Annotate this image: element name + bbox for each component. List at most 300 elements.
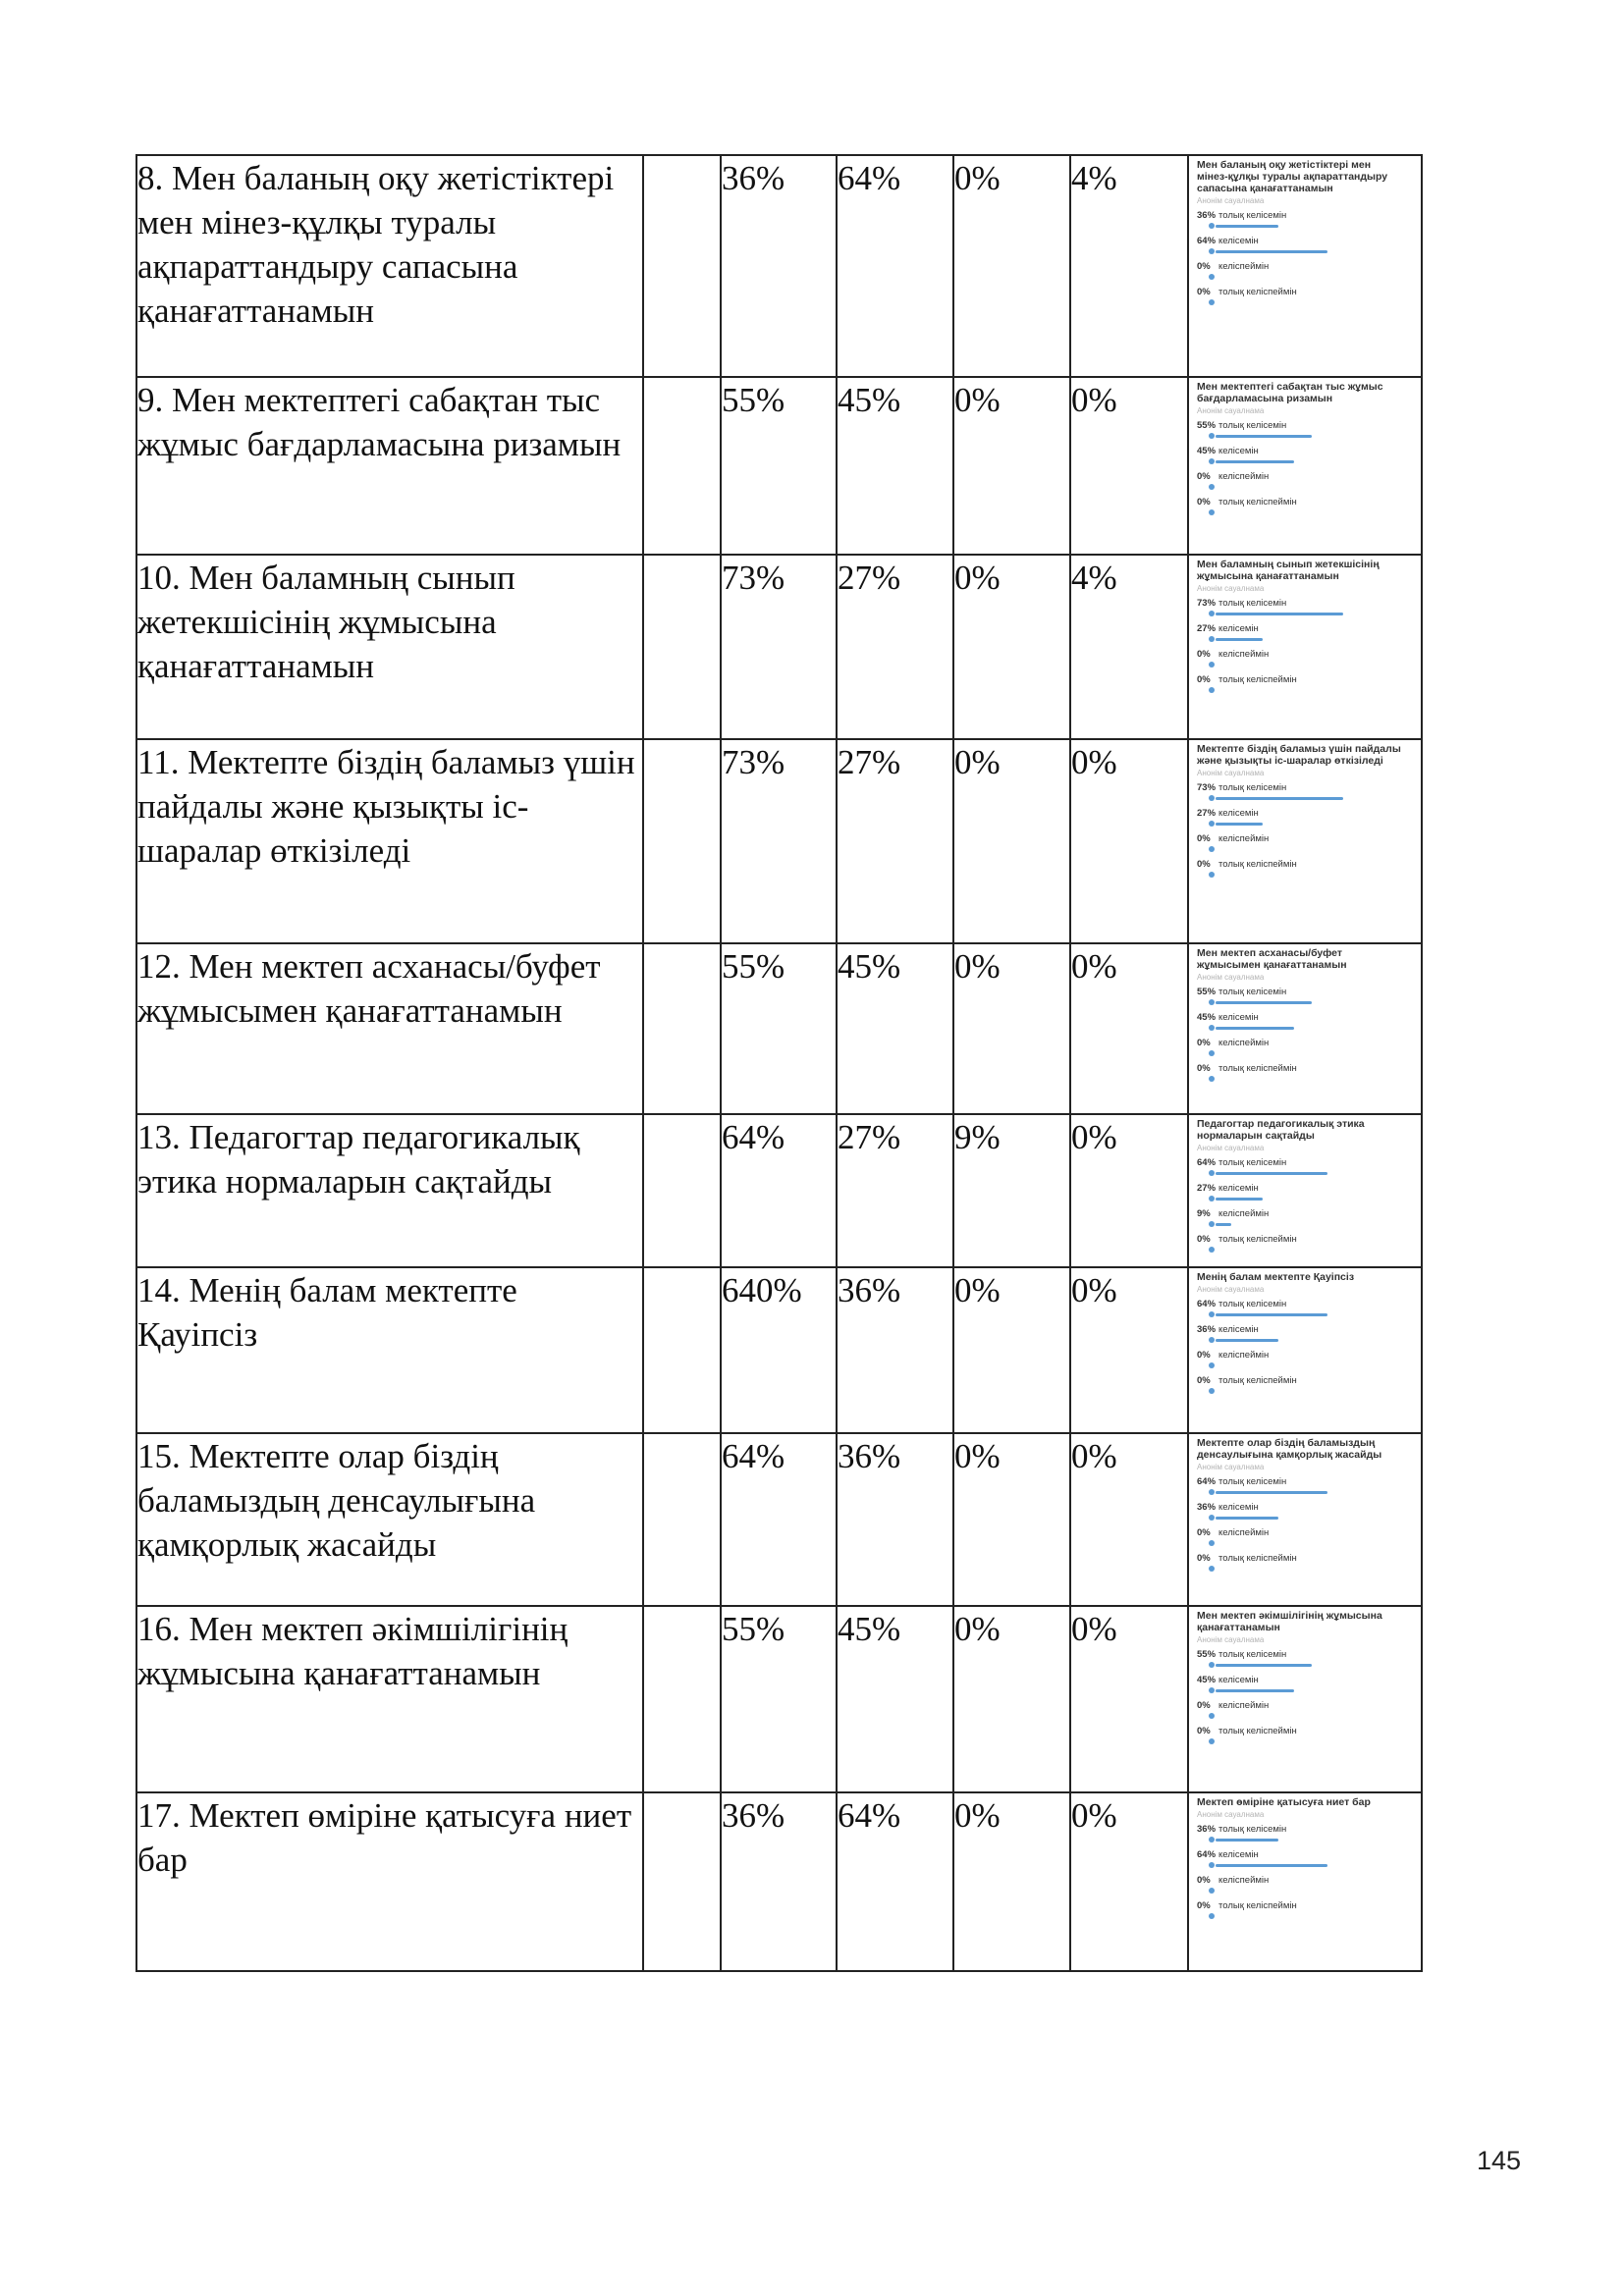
question-cell: 12. Мен мектеп асханасы/буфет жұмысымен қанағаттанамын (136, 943, 643, 1114)
survey-option-bar (1209, 794, 1403, 802)
survey-option-fill (1216, 1864, 1327, 1867)
survey-question-title: Мен баланың оқу жетістіктері мен мінез-құлқы туралы ақпараттандыру сапасына қанағаттанамын (1197, 159, 1388, 194)
empty-cell (643, 1433, 721, 1606)
survey-option-line (1197, 987, 1403, 998)
survey-screenshot-cell (1188, 377, 1422, 555)
survey-option-bar (1209, 1661, 1403, 1669)
check-dot-icon (1209, 484, 1215, 490)
survey-option (1197, 210, 1403, 230)
survey-option-label: толық келіспеймін (1218, 497, 1297, 507)
survey-option-line (1197, 1208, 1403, 1220)
percent-fully-disagree: 0% (1070, 1114, 1188, 1267)
survey-option-percent: 0% (1197, 287, 1211, 297)
survey-option-label: толық келіспеймін (1218, 1726, 1297, 1736)
survey-option (1197, 1675, 1403, 1694)
survey-option-bar (1209, 998, 1403, 1006)
percent-disagree: 0% (953, 1267, 1070, 1433)
survey-option-bar (1209, 1912, 1403, 1920)
percent-fully-agree: 64% (721, 1433, 837, 1606)
survey-option-bar (1209, 273, 1403, 281)
percent-disagree: 0% (953, 1606, 1070, 1792)
survey-option (1197, 1012, 1403, 1032)
survey-option-line (1197, 1527, 1403, 1539)
survey-option-bar (1209, 1836, 1403, 1843)
survey-option-bar (1209, 661, 1403, 668)
check-dot-icon (1209, 1247, 1215, 1253)
survey-option-fill (1216, 1223, 1231, 1226)
survey-option-line (1197, 1875, 1403, 1887)
survey-option (1197, 1726, 1403, 1745)
survey-option-fill (1216, 225, 1278, 228)
empty-cell (643, 1114, 721, 1267)
survey-option-line (1197, 674, 1403, 686)
survey-option (1197, 1063, 1403, 1083)
percent-fully-agree: 640% (721, 1267, 837, 1433)
survey-option (1197, 1208, 1403, 1228)
survey-screenshot (1189, 1437, 1403, 1573)
percent-agree: 45% (837, 943, 953, 1114)
survey-option-fill (1216, 1172, 1327, 1175)
survey-option-label: келіспеймін (1218, 1700, 1270, 1711)
survey-option-line (1197, 1183, 1403, 1195)
table-row (136, 943, 1422, 1114)
check-dot-icon (1209, 1662, 1215, 1668)
survey-option-bar (1209, 686, 1403, 694)
survey-option-line (1197, 287, 1403, 298)
percent-agree: 27% (837, 555, 953, 739)
survey-option-percent: 0% (1197, 1375, 1211, 1386)
survey-option-line (1197, 623, 1403, 635)
check-dot-icon (1209, 795, 1215, 801)
survey-option-percent: 27% (1197, 623, 1217, 634)
percent-agree: 64% (837, 155, 953, 377)
check-dot-icon (1209, 821, 1215, 827)
survey-option-label: толық келісемін (1218, 782, 1287, 793)
survey-option (1197, 1375, 1403, 1395)
check-dot-icon (1209, 999, 1215, 1005)
survey-option-fill (1216, 1517, 1278, 1520)
survey-option-line (1197, 649, 1403, 661)
survey-option-label: толық келісемін (1218, 598, 1287, 609)
survey-option-line (1197, 1234, 1403, 1246)
survey-option-line (1197, 1849, 1403, 1861)
survey-option-bar (1209, 635, 1403, 643)
check-dot-icon (1209, 1076, 1215, 1082)
survey-option-label: келісемін (1218, 808, 1259, 819)
survey-option-percent: 64% (1197, 1299, 1217, 1309)
survey-option-label: келіспеймін (1218, 649, 1270, 660)
survey-option-label: келісемін (1218, 446, 1259, 456)
survey-option-percent: 0% (1197, 833, 1211, 844)
survey-option-percent: 73% (1197, 598, 1217, 609)
percent-fully-disagree: 0% (1070, 1433, 1188, 1606)
percent-fully-agree: 73% (721, 555, 837, 739)
percent-agree: 27% (837, 1114, 953, 1267)
question-cell: 14. Менің балам мектепте Қауіпсіз (136, 1267, 643, 1433)
percent-fully-disagree: 0% (1070, 943, 1188, 1114)
percent-disagree: 0% (953, 1792, 1070, 1971)
percent-disagree: 0% (953, 943, 1070, 1114)
percent-disagree: 9% (953, 1114, 1070, 1267)
survey-table (135, 154, 1423, 1972)
survey-screenshot-cell (1188, 943, 1422, 1114)
survey-option-percent: 0% (1197, 497, 1211, 507)
survey-option (1197, 674, 1403, 694)
survey-option-bar (1209, 1387, 1403, 1395)
survey-option-line (1197, 497, 1403, 508)
survey-option-label: келіспеймін (1218, 1038, 1270, 1048)
survey-option-bar (1209, 1246, 1403, 1254)
survey-option-bar (1209, 1336, 1403, 1344)
survey-option-line (1197, 210, 1403, 222)
check-dot-icon (1209, 1221, 1215, 1227)
survey-option-bar (1209, 845, 1403, 853)
check-dot-icon (1209, 458, 1215, 464)
survey-option-bar (1209, 457, 1403, 465)
survey-option-line (1197, 1038, 1403, 1049)
survey-option (1197, 833, 1403, 853)
check-dot-icon (1209, 1515, 1215, 1521)
percent-disagree: 0% (953, 377, 1070, 555)
survey-option-percent: 55% (1197, 420, 1217, 431)
survey-subtitle: Анонім сауалнама (1197, 1285, 1265, 1294)
survey-option-percent: 0% (1197, 674, 1211, 685)
survey-option-bar (1209, 1565, 1403, 1573)
survey-option-fill (1216, 1839, 1278, 1842)
survey-option-label: толық келіспеймін (1218, 287, 1297, 297)
page-number: 145 (1477, 2146, 1522, 2175)
survey-option-label: келісемін (1218, 1324, 1259, 1335)
survey-option (1197, 1700, 1403, 1720)
survey-option-fill (1216, 1339, 1278, 1342)
survey-option-fill (1216, 613, 1343, 615)
survey-option-bar (1209, 247, 1403, 255)
check-dot-icon (1209, 274, 1215, 280)
table-row (136, 739, 1422, 943)
survey-option-percent: 0% (1197, 1063, 1211, 1074)
survey-screenshot-cell (1188, 1267, 1422, 1433)
survey-screenshot-cell (1188, 155, 1422, 377)
survey-option-label: келісемін (1218, 1675, 1259, 1685)
survey-screenshot-cell (1188, 739, 1422, 943)
survey-option-fill (1216, 797, 1343, 800)
survey-option-bar (1209, 1310, 1403, 1318)
survey-option (1197, 1875, 1403, 1895)
survey-option-label: толық келісемін (1218, 1824, 1287, 1835)
survey-option-label: келісемін (1218, 236, 1259, 246)
survey-option-percent: 36% (1197, 1824, 1217, 1835)
check-dot-icon (1209, 1311, 1215, 1317)
check-dot-icon (1209, 1837, 1215, 1842)
survey-screenshot (1189, 1610, 1403, 1745)
survey-option (1197, 1234, 1403, 1254)
survey-option (1197, 1849, 1403, 1869)
survey-screenshot-cell (1188, 1433, 1422, 1606)
percent-fully-agree: 55% (721, 377, 837, 555)
check-dot-icon (1209, 1489, 1215, 1495)
check-dot-icon (1209, 1388, 1215, 1394)
survey-option-line (1197, 1553, 1403, 1565)
percent-fully-agree: 55% (721, 943, 837, 1114)
survey-option-percent: 9% (1197, 1208, 1211, 1219)
survey-option-bar (1209, 820, 1403, 828)
survey-option-bar (1209, 1887, 1403, 1895)
check-dot-icon (1209, 846, 1215, 852)
survey-option-label: келіспеймін (1218, 1527, 1270, 1538)
survey-option (1197, 808, 1403, 828)
survey-option-label: толық келіспеймін (1218, 1234, 1297, 1245)
survey-option (1197, 1183, 1403, 1202)
percent-fully-agree: 55% (721, 1606, 837, 1792)
survey-option (1197, 1824, 1403, 1843)
survey-option (1197, 782, 1403, 802)
survey-question-title: Мен баламның сынып жетекшісінің жұмысына қанағаттанамын (1197, 559, 1380, 582)
survey-option-line (1197, 1700, 1403, 1712)
empty-cell (643, 943, 721, 1114)
survey-option-label: келіспеймін (1218, 1875, 1270, 1886)
survey-option-label: толық келіспеймін (1218, 1900, 1297, 1911)
survey-option-label: келісемін (1218, 1183, 1259, 1194)
percent-fully-disagree: 0% (1070, 1606, 1188, 1792)
question-cell: 8. Мен баланың оқу жетістіктері мен мінез-құлқы туралы ақпараттандыру сапасына қанағаттанамын (136, 155, 643, 377)
survey-option-bar (1209, 871, 1403, 879)
survey-option-label: келісемін (1218, 1849, 1259, 1860)
survey-option-label: толық келісемін (1218, 987, 1287, 997)
survey-option-percent: 64% (1197, 1849, 1217, 1860)
percent-fully-disagree: 0% (1070, 377, 1188, 555)
survey-option-percent: 27% (1197, 808, 1217, 819)
survey-option (1197, 1553, 1403, 1573)
survey-subtitle: Анонім сауалнама (1197, 1463, 1265, 1471)
percent-fully-agree: 73% (721, 739, 837, 943)
survey-subtitle: Анонім сауалнама (1197, 1810, 1265, 1819)
survey-option-bar (1209, 1539, 1403, 1547)
survey-question-title: Менің балам мектепте Қауіпсіз (1197, 1271, 1355, 1283)
table-row (136, 1267, 1422, 1433)
check-dot-icon (1209, 1888, 1215, 1894)
percent-fully-disagree: 0% (1070, 1267, 1188, 1433)
survey-option-line (1197, 471, 1403, 483)
survey-screenshot (1189, 1271, 1403, 1395)
check-dot-icon (1209, 509, 1215, 515)
survey-option-bar (1209, 483, 1403, 491)
survey-option-bar (1209, 1737, 1403, 1745)
survey-option-line (1197, 446, 1403, 457)
survey-subtitle: Анонім сауалнама (1197, 769, 1265, 777)
survey-option-percent: 0% (1197, 261, 1211, 272)
survey-option-percent: 0% (1197, 1038, 1211, 1048)
survey-option-fill (1216, 250, 1327, 253)
survey-option-percent: 0% (1197, 1234, 1211, 1245)
survey-option-line (1197, 1350, 1403, 1362)
table-row (136, 155, 1422, 377)
survey-option-percent: 0% (1197, 1700, 1211, 1711)
survey-option-bar (1209, 222, 1403, 230)
percent-fully-agree: 36% (721, 1792, 837, 1971)
survey-option-label: толық келіспеймін (1218, 674, 1297, 685)
check-dot-icon (1209, 1170, 1215, 1176)
check-dot-icon (1209, 433, 1215, 439)
survey-option-line (1197, 1476, 1403, 1488)
survey-option-line (1197, 1063, 1403, 1075)
survey-option-bar (1209, 1220, 1403, 1228)
survey-option-bar (1209, 1488, 1403, 1496)
survey-option-label: толық келісемін (1218, 1649, 1287, 1660)
percent-agree: 36% (837, 1267, 953, 1433)
survey-option-label: толық келіспеймін (1218, 859, 1297, 870)
survey-option (1197, 497, 1403, 516)
survey-option-percent: 0% (1197, 859, 1211, 870)
survey-option-percent: 45% (1197, 1675, 1217, 1685)
survey-option-line (1197, 1649, 1403, 1661)
survey-option-label: толық келісемін (1218, 1476, 1287, 1487)
survey-screenshot (1189, 1796, 1403, 1920)
table-row (136, 1792, 1422, 1971)
survey-option (1197, 261, 1403, 281)
survey-option-fill (1216, 435, 1312, 438)
survey-option-fill (1216, 1027, 1294, 1030)
empty-cell (643, 739, 721, 943)
table-row (136, 377, 1422, 555)
check-dot-icon (1209, 1050, 1215, 1056)
survey-option-bar (1209, 610, 1403, 617)
check-dot-icon (1209, 1913, 1215, 1919)
check-dot-icon (1209, 687, 1215, 693)
check-dot-icon (1209, 248, 1215, 254)
survey-option (1197, 1038, 1403, 1057)
survey-option (1197, 1324, 1403, 1344)
survey-option-line (1197, 1375, 1403, 1387)
survey-option-line (1197, 1324, 1403, 1336)
survey-option-percent: 0% (1197, 1875, 1211, 1886)
survey-option-percent: 73% (1197, 782, 1217, 793)
question-cell: 10. Мен баламның сынып жетекшісінің жұмысына қанағаттанамын (136, 555, 643, 739)
survey-option (1197, 471, 1403, 491)
survey-option-percent: 0% (1197, 1900, 1211, 1911)
survey-option-bar (1209, 1712, 1403, 1720)
survey-screenshot-cell (1188, 1606, 1422, 1792)
survey-option (1197, 420, 1403, 440)
survey-option-line (1197, 1675, 1403, 1686)
survey-option-label: толық келіспеймін (1218, 1063, 1297, 1074)
percent-agree: 27% (837, 739, 953, 943)
check-dot-icon (1209, 1738, 1215, 1744)
survey-option (1197, 623, 1403, 643)
survey-option-fill (1216, 1689, 1294, 1692)
survey-option-bar (1209, 1075, 1403, 1083)
survey-option-fill (1216, 1198, 1263, 1201)
check-dot-icon (1209, 1337, 1215, 1343)
survey-option-label: келіспеймін (1218, 833, 1270, 844)
survey-screenshot (1189, 159, 1403, 306)
survey-option-label: толық келісемін (1218, 210, 1287, 221)
question-cell: 13. Педагогтар педагогикалық этика нормаларын сақтайды (136, 1114, 643, 1267)
survey-option-fill (1216, 460, 1294, 463)
survey-option-line (1197, 598, 1403, 610)
survey-option (1197, 1299, 1403, 1318)
survey-question-title: Мектепте олар біздің баламыздың денсаулығына қамқорлық жасайды (1197, 1437, 1382, 1461)
check-dot-icon (1209, 872, 1215, 878)
check-dot-icon (1209, 1025, 1215, 1031)
check-dot-icon (1209, 662, 1215, 667)
survey-option-fill (1216, 823, 1263, 826)
survey-option (1197, 1649, 1403, 1669)
survey-screenshot (1189, 947, 1403, 1083)
empty-cell (643, 1792, 721, 1971)
survey-option-line (1197, 420, 1403, 432)
survey-option (1197, 1476, 1403, 1496)
survey-option-percent: 64% (1197, 1476, 1217, 1487)
survey-option-line (1197, 261, 1403, 273)
survey-option (1197, 598, 1403, 617)
survey-option-bar (1209, 1169, 1403, 1177)
survey-option-label: келіспеймін (1218, 261, 1270, 272)
check-dot-icon (1209, 1713, 1215, 1719)
survey-option-label: келісемін (1218, 1502, 1259, 1513)
survey-screenshot (1189, 743, 1403, 879)
survey-option-line (1197, 782, 1403, 794)
table-row (136, 1606, 1422, 1792)
percent-agree: 45% (837, 377, 953, 555)
survey-option-fill (1216, 638, 1263, 641)
survey-option-label: келісемін (1218, 623, 1259, 634)
question-cell: 11. Мектепте біздің баламыз үшін пайдалы және қызықты іс-шаралар өткізіледі (136, 739, 643, 943)
survey-option-percent: 0% (1197, 1553, 1211, 1564)
survey-option-bar (1209, 508, 1403, 516)
table-row (136, 1114, 1422, 1267)
question-cell: 17. Мектеп өміріне қатысуға ниет бар (136, 1792, 643, 1971)
survey-option-bar (1209, 1861, 1403, 1869)
survey-option-line (1197, 1824, 1403, 1836)
survey-option-percent: 36% (1197, 1502, 1217, 1513)
survey-option-label: толық келісемін (1218, 1299, 1287, 1309)
survey-option-bar (1209, 1362, 1403, 1369)
percent-disagree: 0% (953, 155, 1070, 377)
survey-screenshot-cell (1188, 1114, 1422, 1267)
survey-option-bar (1209, 298, 1403, 306)
survey-option-label: толық келіспеймін (1218, 1553, 1297, 1564)
survey-option-line (1197, 833, 1403, 845)
survey-screenshot (1189, 1118, 1403, 1254)
survey-option-fill (1216, 1664, 1312, 1667)
survey-question-title: Мен мектептегі сабақтан тыс жұмыс бағдарламасына ризамын (1197, 381, 1383, 404)
question-cell: 16. Мен мектеп әкімшілігінің жұмысына қанағаттанамын (136, 1606, 643, 1792)
survey-option-percent: 45% (1197, 446, 1217, 456)
check-dot-icon (1209, 223, 1215, 229)
survey-option-bar (1209, 1049, 1403, 1057)
survey-option-line (1197, 1157, 1403, 1169)
survey-option-label: келіспеймін (1218, 1208, 1270, 1219)
survey-option-percent: 27% (1197, 1183, 1217, 1194)
survey-subtitle: Анонім сауалнама (1197, 196, 1265, 205)
empty-cell (643, 155, 721, 377)
percent-agree: 64% (837, 1792, 953, 1971)
percent-fully-agree: 64% (721, 1114, 837, 1267)
survey-option (1197, 1502, 1403, 1522)
survey-option (1197, 446, 1403, 465)
survey-option-line (1197, 808, 1403, 820)
survey-option-label: толық келіспеймін (1218, 1375, 1297, 1386)
survey-subtitle: Анонім сауалнама (1197, 1144, 1265, 1152)
check-dot-icon (1209, 1362, 1215, 1368)
survey-option-line (1197, 1502, 1403, 1514)
survey-option (1197, 1157, 1403, 1177)
survey-question-title: Мен мектеп әкімшілігінің жұмысына қанағаттанамын (1197, 1610, 1382, 1633)
empty-cell (643, 1606, 721, 1792)
survey-option-bar (1209, 1024, 1403, 1032)
survey-option-percent: 0% (1197, 649, 1211, 660)
survey-option (1197, 1350, 1403, 1369)
